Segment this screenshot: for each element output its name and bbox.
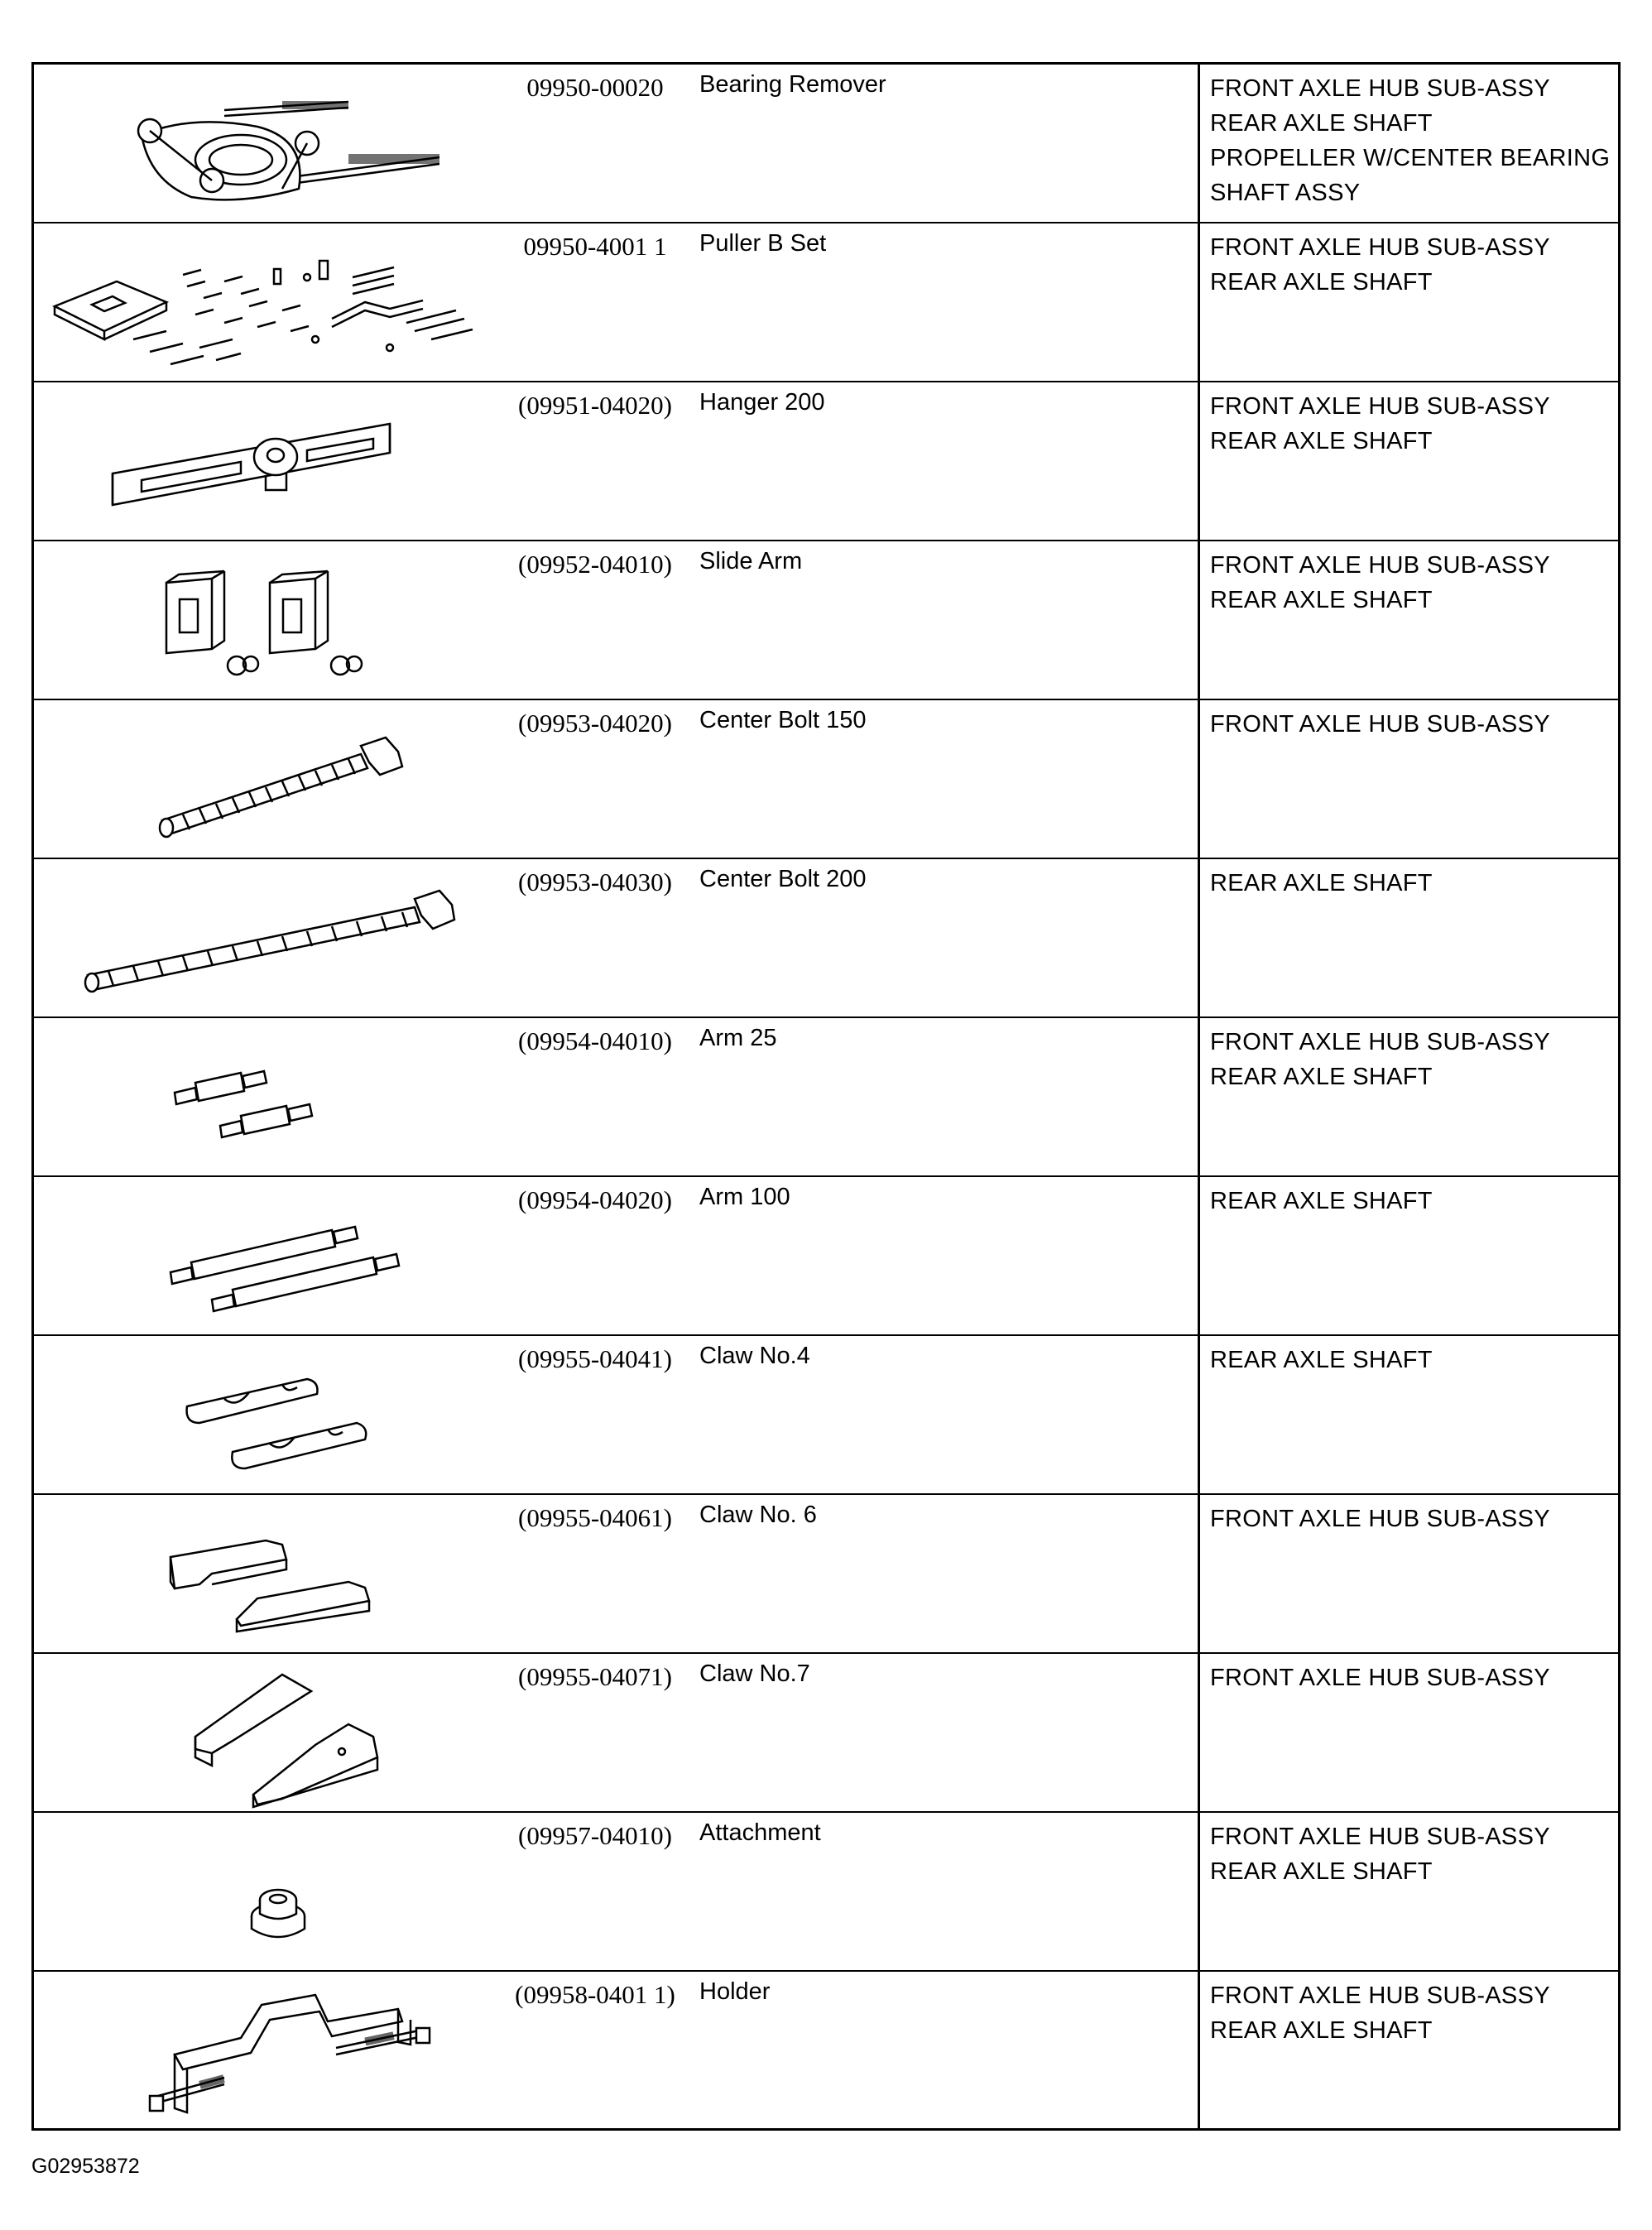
tool-name: Claw No.4 xyxy=(699,1343,810,1369)
applications xyxy=(1210,1184,1616,1218)
attachment-icon xyxy=(34,1813,497,1970)
column-divider xyxy=(1198,1495,1200,1652)
column-divider xyxy=(1198,223,1200,381)
holder-icon xyxy=(34,1972,497,2129)
claw-4-icon xyxy=(34,1336,497,1493)
applications xyxy=(1210,389,1616,459)
application-item: FRONT AXLE HUB SUB-ASSY xyxy=(1210,552,1550,579)
column-divider xyxy=(1198,1972,1200,2131)
center-bolt-long-icon xyxy=(34,859,497,1016)
tool-row xyxy=(34,1018,1618,1177)
application-item: FRONT AXLE HUB SUB-ASSY xyxy=(1210,75,1550,102)
tool-row xyxy=(34,700,1618,859)
tool-name: Arm 100 xyxy=(699,1184,790,1210)
application-item: FRONT AXLE HUB SUB-ASSY xyxy=(1210,234,1550,261)
application-item: REAR AXLE SHAFT xyxy=(1210,2017,1433,2044)
hanger-icon xyxy=(34,382,497,540)
short-arm-icon xyxy=(34,1018,497,1175)
tool-row xyxy=(34,541,1618,700)
application-item: FRONT AXLE HUB SUB-ASSY xyxy=(1210,1029,1550,1055)
part-number: (09953-04030) xyxy=(518,867,672,896)
puller-set-icon xyxy=(34,223,497,381)
tool-name: Center Bolt 200 xyxy=(699,866,867,892)
column-divider xyxy=(1198,382,1200,540)
column-divider xyxy=(1198,1177,1200,1334)
tool-name: Arm 25 xyxy=(699,1025,777,1051)
tool-row xyxy=(34,1813,1618,1972)
slide-arm-icon xyxy=(34,541,497,699)
application-item: PROPELLER W/CENTER BEARING xyxy=(1210,145,1611,171)
tool-name: Attachment xyxy=(699,1819,821,1846)
application-item: SHAFT ASSY xyxy=(1210,180,1361,206)
application-item: FRONT AXLE HUB SUB-ASSY xyxy=(1210,711,1550,738)
tool-name: Holder xyxy=(699,1978,771,2005)
tool-name: Slide Arm xyxy=(699,548,803,574)
application-item: REAR AXLE SHAFT xyxy=(1210,428,1433,454)
application-item: FRONT AXLE HUB SUB-ASSY xyxy=(1210,393,1550,420)
application-item: REAR AXLE SHAFT xyxy=(1210,269,1433,296)
tool-row xyxy=(34,382,1618,541)
applications xyxy=(1210,230,1616,300)
column-divider xyxy=(1198,700,1200,858)
application-item: FRONT AXLE HUB SUB-ASSY xyxy=(1210,1506,1550,1532)
long-arm-icon xyxy=(34,1177,497,1334)
application-item: REAR AXLE SHAFT xyxy=(1210,1188,1433,1214)
application-item: REAR AXLE SHAFT xyxy=(1210,1064,1433,1090)
applications xyxy=(1210,707,1616,742)
tool-name: Bearing Remover xyxy=(699,71,886,98)
application-item: FRONT AXLE HUB SUB-ASSY xyxy=(1210,1824,1550,1850)
applications xyxy=(1210,1978,1616,2048)
application-item: REAR AXLE SHAFT xyxy=(1210,587,1433,613)
application-item: REAR AXLE SHAFT xyxy=(1210,110,1433,137)
part-number: (09955-04061) xyxy=(518,1503,672,1532)
applications xyxy=(1210,71,1616,210)
tool-name: Hanger 200 xyxy=(699,389,825,416)
column-divider xyxy=(1198,859,1200,1016)
application-item: REAR AXLE SHAFT xyxy=(1210,1858,1433,1885)
column-divider xyxy=(1198,1018,1200,1175)
tool-row xyxy=(34,223,1618,382)
bearing-remover-icon xyxy=(34,65,497,222)
part-number: (09955-04041) xyxy=(518,1344,672,1373)
part-number: (09953-04020) xyxy=(518,709,672,738)
tool-row xyxy=(34,1972,1618,2131)
applications xyxy=(1210,548,1616,618)
column-divider xyxy=(1198,541,1200,699)
column-divider xyxy=(1198,65,1200,222)
application-item: FRONT AXLE HUB SUB-ASSY xyxy=(1210,1665,1550,1691)
column-divider xyxy=(1198,1813,1200,1970)
column-divider xyxy=(1198,1336,1200,1493)
part-number: 09950-4001 1 xyxy=(523,232,667,261)
special-service-tools-table xyxy=(31,62,1621,2131)
figure-code: G02953872 xyxy=(31,2155,140,2178)
tool-name: Claw No. 6 xyxy=(699,1502,817,1528)
application-item: REAR AXLE SHAFT xyxy=(1210,1347,1433,1373)
applications xyxy=(1210,1025,1616,1094)
part-number: (09957-04010) xyxy=(518,1821,672,1850)
tool-row xyxy=(34,1177,1618,1336)
part-number: (09954-04010) xyxy=(518,1026,672,1055)
part-number: (09951-04020) xyxy=(518,391,672,420)
applications xyxy=(1210,1819,1616,1889)
tool-row xyxy=(34,859,1618,1018)
part-number: 09950-00020 xyxy=(526,73,664,102)
tool-row xyxy=(34,1495,1618,1654)
tool-name: Claw No.7 xyxy=(699,1660,810,1687)
application-item: REAR AXLE SHAFT xyxy=(1210,870,1433,896)
column-divider xyxy=(1198,1654,1200,1811)
tool-row xyxy=(34,1336,1618,1495)
applications xyxy=(1210,1502,1616,1536)
claw-6-icon xyxy=(34,1495,497,1652)
applications xyxy=(1210,1343,1616,1377)
part-number: (09958-0401 1) xyxy=(515,1980,675,2009)
application-item: FRONT AXLE HUB SUB-ASSY xyxy=(1210,1982,1550,2009)
tool-row xyxy=(34,1654,1618,1813)
part-number: (09954-04020) xyxy=(518,1185,672,1214)
tool-name: Center Bolt 150 xyxy=(699,707,867,733)
applications xyxy=(1210,866,1616,901)
claw-7-icon xyxy=(34,1654,497,1811)
applications xyxy=(1210,1660,1616,1695)
center-bolt-icon xyxy=(34,700,497,858)
tool-row xyxy=(34,65,1618,223)
part-number: (09955-04071) xyxy=(518,1662,672,1691)
part-number: (09952-04010) xyxy=(518,550,672,579)
tool-name: Puller B Set xyxy=(699,230,827,257)
